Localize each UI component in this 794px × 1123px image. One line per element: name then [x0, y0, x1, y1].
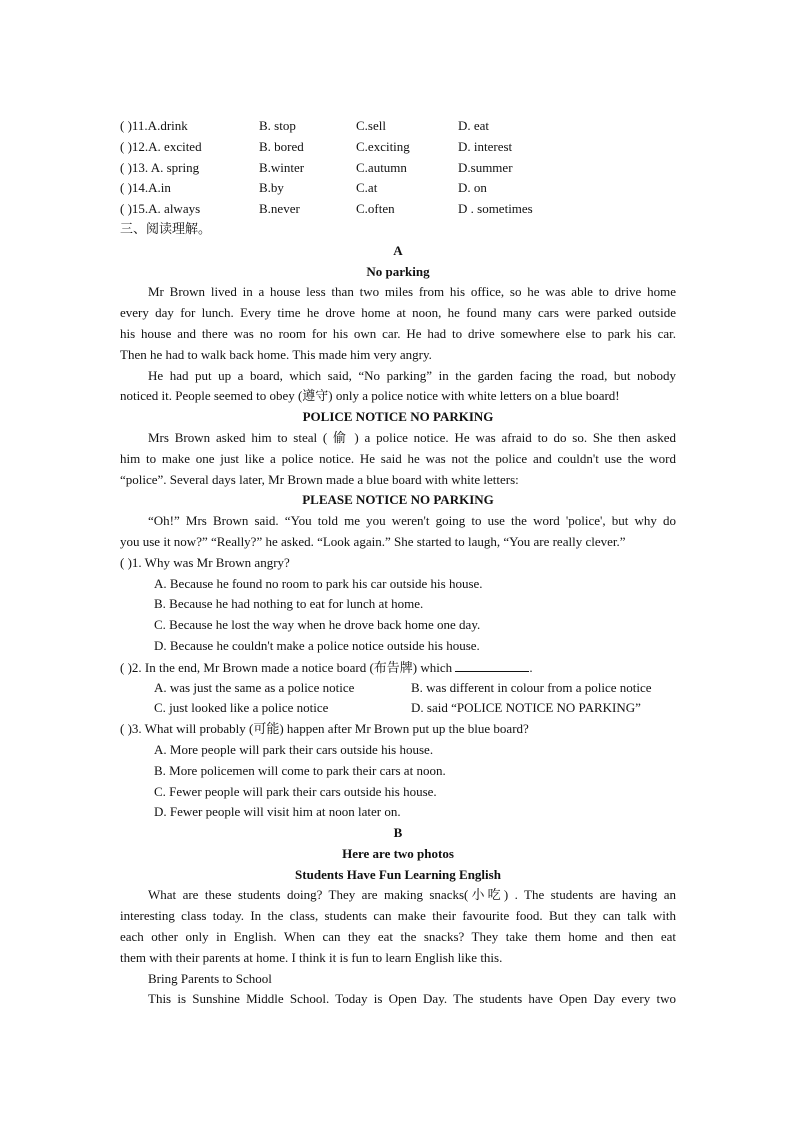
cloze-option-b: B.winter	[259, 159, 305, 175]
section-title: 三、阅读理解。	[120, 221, 212, 237]
question-1-option-d: D. Because he couldn't make a police notice outside his house.	[154, 637, 480, 653]
passage-b-subtitle: Students Have Fun Learning English	[295, 866, 501, 882]
cloze-option-d: D. interest	[458, 138, 513, 154]
text-line: Mrs Brown asked him to steal ( 偷 ) a police notice. He was afraid to do so. She then asked	[148, 429, 676, 445]
text-line: him to make one just like a police notice. He said he was not the police and couldn't use the word	[120, 450, 676, 466]
police-notice-text: POLICE NOTICE NO PARKING	[302, 409, 494, 425]
question-2-text: ( )2. In the end, Mr Brown made a notice board (布告牌) which	[120, 659, 453, 675]
text-line: Then he had to walk back home. This made him very angry.	[120, 346, 432, 362]
cloze-option-d: D.summer	[458, 159, 513, 175]
cloze-option-a: ( )15.A. always	[120, 201, 201, 217]
question-1-option-a: A. Because he found no room to park his car outside his house.	[154, 575, 483, 591]
passage-a-paragraph-3	[120, 428, 676, 490]
question-1-option-b: B. Because he had nothing to eat for lunch at home.	[154, 596, 424, 612]
text-line: you use it now?” “Really?” he asked. “Look again.” She started to laugh, “You are really clever.”	[120, 533, 626, 549]
passage-b-paragraph-1	[120, 885, 676, 968]
question-3-option-d: D. Fewer people will visit him at noon later on.	[154, 804, 401, 820]
text-line: noticed it. People seemed to obey (遵守) only a police notice with white letters on a blue board!	[120, 388, 620, 404]
question-2-options-row-1	[120, 678, 676, 699]
passage-b-paragraph-2: This is Sunshine Middle School. Today is Open Day. The students have Open Day every two	[148, 991, 676, 1007]
passage-b-title: Here are two photos	[342, 845, 454, 861]
text-line: every day for lunch. Every time he drove home at noon, he found many cars were parked outside	[120, 305, 676, 321]
cloze-option-d: D. eat	[458, 118, 490, 133]
question-2-option-c: C. just looked like a police notice	[154, 700, 329, 716]
cloze-question-row	[120, 137, 676, 158]
passage-b-letter: B	[393, 825, 403, 841]
cloze-option-b: B.by	[259, 180, 284, 196]
cloze-option-c: C.at	[356, 180, 378, 196]
text-line: his house and there was no room for his own car. He had to drive somewhere else to park his car.	[120, 325, 676, 341]
cloze-question-row	[120, 178, 676, 199]
text-line: “police”. Several days later, Mr Brown made a blue board with white letters:	[120, 471, 519, 487]
question-2	[120, 657, 676, 678]
passage-a-paragraph-4	[120, 511, 676, 553]
cloze-question-row	[120, 158, 676, 179]
passage-a-letter: A	[393, 242, 403, 258]
please-notice-text: PLEASE NOTICE NO PARKING	[302, 492, 494, 508]
question-2-option-a: A. was just the same as a police notice	[154, 679, 355, 695]
text-line: Mr Brown lived in a house less than two miles from his office, so he was able to drive home	[148, 284, 676, 300]
text-line: interesting class today. In the class, students can make their favourite food. But they can talk with	[120, 908, 676, 924]
cloze-options	[120, 116, 676, 220]
question-3-option-a: A. More people will park their cars outside his house.	[154, 741, 434, 757]
cloze-option-d: D. on	[458, 180, 487, 196]
question-2-option-b: B. was different in colour from a police notice	[411, 679, 652, 695]
text-line: He had put up a board, which said, “No parking” in the garden facing the road, but nobody	[148, 367, 676, 383]
question-1-option-c: C. Because he lost the way when he drove back home one day.	[154, 617, 481, 633]
text-line: each other only in English. When can they eat the snacks? They take them home and then eat	[120, 929, 676, 945]
cloze-option-a: ( )11.A.drink	[120, 118, 188, 133]
cloze-question-row	[120, 116, 676, 137]
worksheet-page	[120, 116, 676, 1010]
question-3: ( )3. What will probably (可能) happen after Mr Brown put up the blue board?	[120, 721, 529, 737]
question-3-option-b: B. More policemen will come to park their cars at noon.	[154, 762, 446, 778]
cloze-option-a: ( )14.A.in	[120, 180, 171, 196]
cloze-option-c: C.sell	[356, 118, 386, 133]
cloze-option-c: C.exciting	[356, 138, 410, 154]
text-line: What are these students doing? They are making snacks(小吃) . The students are having an	[148, 887, 676, 903]
question-3-option-c: C. Fewer people will park their cars outside his house.	[154, 783, 437, 799]
question-2-options-row-2	[120, 698, 676, 719]
passage-a-title: No parking	[366, 263, 430, 279]
cloze-option-c: C.autumn	[356, 159, 407, 175]
cloze-option-b: B.never	[259, 201, 300, 217]
cloze-option-a: ( )12.A. excited	[120, 138, 202, 154]
passage-b-heading: Bring Parents to School	[148, 970, 272, 986]
question-1: ( )1. Why was Mr Brown angry?	[120, 554, 290, 570]
cloze-option-b: B. bored	[259, 138, 304, 154]
cloze-option-d: D . sometimes	[458, 201, 533, 217]
passage-a-paragraph-1	[120, 282, 676, 365]
text-line: “Oh!” Mrs Brown said. “You told me you weren't going to use the word 'police', but why do	[148, 513, 676, 529]
text-line: them with their parents at home. I think it is fun to learn English like this.	[120, 949, 503, 965]
question-2-option-d: D. said “POLICE NOTICE NO PARKING”	[411, 700, 641, 716]
passage-a-paragraph-2	[120, 366, 676, 408]
question-2-period: .	[529, 659, 533, 675]
cloze-question-row	[120, 199, 676, 220]
cloze-option-c: C.often	[356, 201, 395, 217]
cloze-option-a: ( )13. A. spring	[120, 159, 200, 175]
cloze-option-b: B. stop	[259, 118, 296, 133]
answer-blank[interactable]	[455, 657, 529, 672]
